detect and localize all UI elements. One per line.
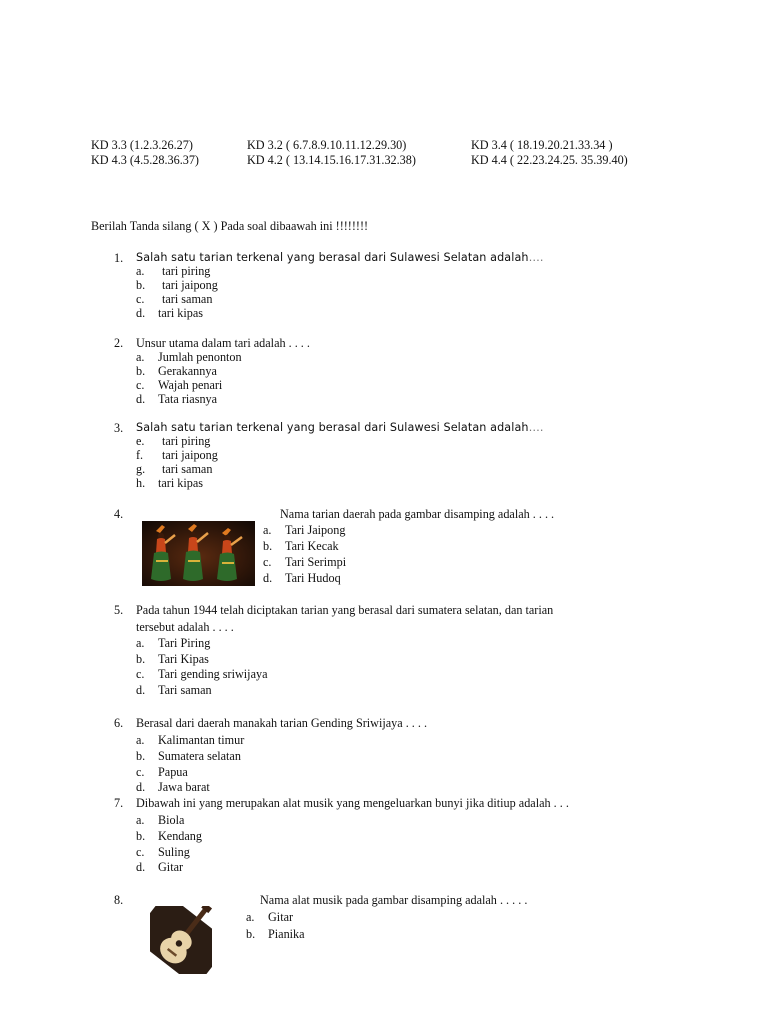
option-text: Jawa barat: [158, 780, 210, 794]
option-letter: a.: [136, 350, 145, 364]
dancers-illustration: [142, 521, 255, 586]
option-letter: a.: [246, 910, 255, 924]
option-letter: a.: [136, 813, 145, 827]
option-text: Tari Serimpi: [285, 555, 347, 569]
option-letter: b.: [136, 364, 146, 378]
question-text: Salah satu tarian terkenal yang berasal dari Sulawesi Selatan adalah….: [136, 421, 544, 434]
option-letter: b.: [136, 749, 146, 763]
option-text: tari kipas: [158, 476, 204, 490]
guitar-image: [150, 906, 212, 974]
option-text: Tari Kecak: [285, 539, 339, 553]
option-text: Kalimantan timur: [158, 733, 245, 747]
option-text: Biola: [158, 813, 185, 827]
option-text: tari saman: [162, 462, 213, 476]
option-letter: b.: [136, 278, 146, 292]
option-text: Tari saman: [158, 683, 212, 697]
option-text: Gerakannya: [158, 364, 217, 378]
question-text: Salah satu tarian terkenal yang berasal dari Sulawesi Selatan adalah….: [136, 251, 544, 264]
dancers-image: [142, 521, 255, 586]
question-number: 8.: [114, 893, 124, 907]
kd-cell: KD 3.2 ( 6.7.8.9.10.11.12.29.30): [247, 138, 407, 152]
option-text: Tata riasnya: [158, 392, 218, 406]
option-text: Suling: [158, 845, 190, 859]
option-letter: d.: [136, 306, 146, 320]
option-text: Pianika: [268, 927, 305, 941]
option-text: Gitar: [158, 860, 184, 874]
kd-cell: KD 3.4 ( 18.19.20.21.33.34 ): [471, 138, 613, 152]
option-letter: a.: [136, 636, 145, 650]
option-letter: h.: [136, 476, 146, 490]
question-text: Nama alat musik pada gambar disamping adalah . . . . .: [260, 893, 528, 907]
question-text: Unsur utama dalam tari adalah . . . .: [136, 336, 310, 350]
instruction-text: Berilah Tanda silang ( X ) Pada soal dibaawah ini !!!!!!!!: [91, 219, 369, 233]
option-letter: g.: [136, 462, 146, 476]
option-text: Tari Kipas: [158, 652, 209, 666]
question-text: Pada tahun 1944 telah diciptakan tarian yang berasal dari sumatera selatan, dan tarian: [136, 603, 554, 617]
kd-cell: KD 4.2 ( 13.14.15.16.17.31.32.38): [247, 153, 416, 167]
option-text: Tari Jaipong: [285, 523, 346, 537]
option-text: tari piring: [162, 264, 211, 278]
option-letter: d.: [136, 392, 146, 406]
option-letter: a.: [136, 733, 145, 747]
option-letter: c.: [136, 667, 145, 681]
option-letter: b.: [136, 829, 146, 843]
kd-cell: KD 4.3 (4.5.28.36.37): [91, 153, 199, 167]
option-text: Gitar: [268, 910, 294, 924]
option-letter: d.: [263, 571, 273, 585]
option-letter: a.: [263, 523, 272, 537]
kd-cell: KD 3.3 (1.2.3.26.27): [91, 138, 193, 152]
option-text: Papua: [158, 765, 188, 779]
option-letter: c.: [136, 765, 145, 779]
option-text: Tari Piring: [158, 636, 211, 650]
question-number: 3.: [114, 421, 124, 435]
option-letter: d.: [136, 780, 146, 794]
question-number: 5.: [114, 603, 124, 617]
question-number: 1.: [114, 251, 124, 265]
kd-cell: KD 4.4 ( 22.23.24.25. 35.39.40): [471, 153, 628, 167]
option-letter: c.: [263, 555, 272, 569]
option-text: Tari Hudoq: [285, 571, 341, 585]
question-number: 7.: [114, 796, 124, 810]
option-text: Wajah penari: [158, 378, 223, 392]
option-letter: b.: [136, 652, 146, 666]
option-letter: c.: [136, 292, 145, 306]
option-letter: d.: [136, 683, 146, 697]
question-number: 6.: [114, 716, 124, 730]
option-text: tari jaipong: [162, 448, 218, 462]
option-letter: a.: [136, 264, 145, 278]
option-letter: b.: [263, 539, 273, 553]
question-number: 2.: [114, 336, 124, 350]
question-text: Nama tarian daerah pada gambar disamping adalah . . . .: [280, 507, 555, 521]
option-letter: b.: [246, 927, 256, 941]
question-text-continued: tersebut adalah . . . .: [136, 620, 234, 634]
option-letter: d.: [136, 860, 146, 874]
option-text: Kendang: [158, 829, 202, 843]
option-text: tari kipas: [158, 306, 204, 320]
option-letter: c.: [136, 845, 145, 859]
question-number: 4.: [114, 507, 124, 521]
option-text: tari jaipong: [162, 278, 218, 292]
guitar-illustration: [150, 906, 212, 974]
option-letter: c.: [136, 378, 145, 392]
option-letter: e.: [136, 434, 145, 448]
question-text: Dibawah ini yang merupakan alat musik yang mengeluarkan bunyi jika ditiup adalah . . .: [136, 796, 569, 810]
option-text: Sumatera selatan: [158, 749, 241, 763]
option-text: Tari gending sriwijaya: [158, 667, 268, 681]
option-letter: f.: [136, 448, 144, 462]
option-text: tari saman: [162, 292, 213, 306]
option-text: Jumlah penonton: [158, 350, 242, 364]
question-text: Berasal dari daerah manakah tarian Gending Sriwijaya . . . .: [136, 716, 428, 730]
option-text: tari piring: [162, 434, 211, 448]
